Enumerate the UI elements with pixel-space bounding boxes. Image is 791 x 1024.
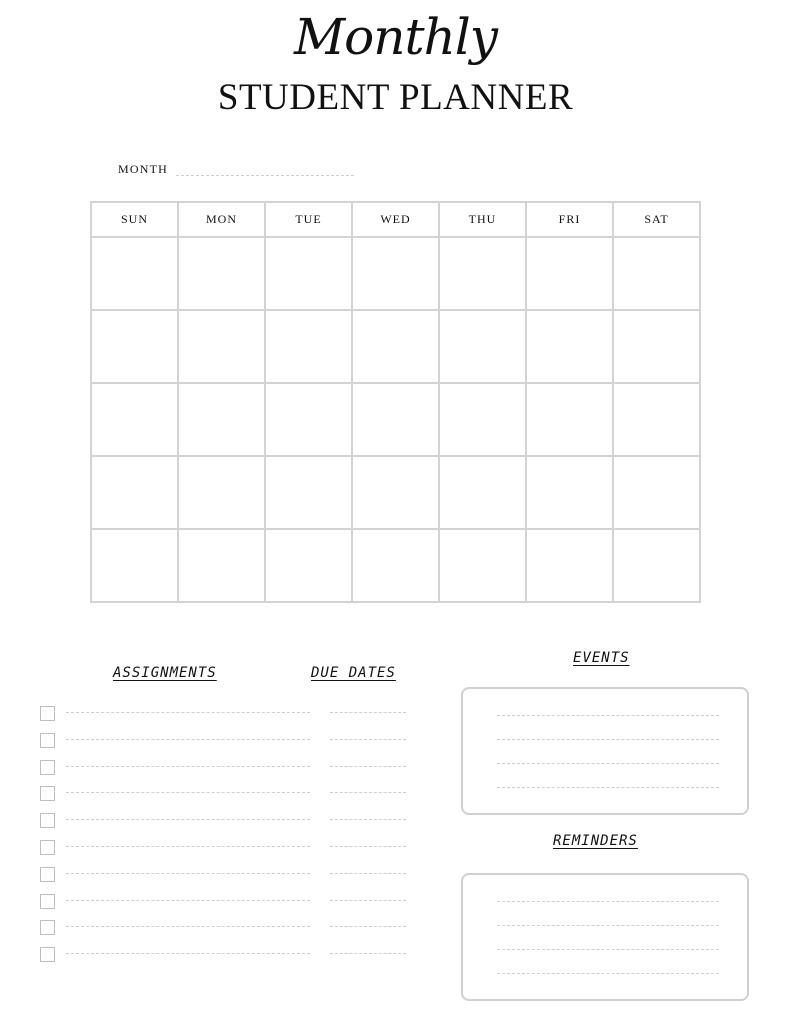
assignment-write-line[interactable]	[66, 766, 310, 767]
calendar-grid	[90, 201, 701, 603]
assignment-write-line[interactable]	[66, 819, 310, 820]
assignment-checkbox[interactable]	[40, 894, 55, 909]
day-cell[interactable]	[265, 237, 352, 310]
weekday-header: FRI	[526, 202, 613, 237]
day-cell[interactable]	[439, 383, 526, 456]
day-cell[interactable]	[613, 529, 700, 602]
due-date-write-line[interactable]	[330, 953, 406, 954]
due-date-write-line[interactable]	[330, 766, 406, 767]
weekday-header: SUN	[91, 202, 178, 237]
day-cell[interactable]	[613, 456, 700, 529]
due-date-write-line[interactable]	[330, 712, 406, 713]
reminders-heading: REMINDERS	[553, 833, 638, 849]
events-heading: EVENTS	[573, 650, 630, 666]
day-cell[interactable]	[526, 383, 613, 456]
reminders-box	[461, 873, 749, 1001]
assignment-checkbox[interactable]	[40, 786, 55, 801]
due-date-write-line[interactable]	[330, 926, 406, 927]
assignment-row	[40, 942, 420, 962]
day-cell[interactable]	[265, 383, 352, 456]
day-cell[interactable]	[178, 237, 265, 310]
assignments-heading: ASSIGNMENTS	[113, 665, 217, 681]
day-cell[interactable]	[526, 237, 613, 310]
assignment-checkbox[interactable]	[40, 733, 55, 748]
day-cell[interactable]	[352, 456, 439, 529]
assignment-row	[40, 862, 420, 882]
day-cell[interactable]	[439, 237, 526, 310]
page-title: STUDENT PLANNER	[217, 77, 574, 118]
assignment-row	[40, 808, 420, 828]
day-cell[interactable]	[91, 529, 178, 602]
assignment-write-line[interactable]	[66, 739, 310, 740]
reminder-write-line[interactable]	[497, 973, 719, 974]
assignment-row	[40, 701, 420, 721]
weekday-header: TUE	[265, 202, 352, 237]
month-label: MONTH	[118, 162, 168, 176]
weekday-header: WED	[352, 202, 439, 237]
assignment-write-line[interactable]	[66, 792, 310, 793]
event-write-line[interactable]	[497, 787, 719, 788]
event-write-line[interactable]	[497, 763, 719, 764]
due-date-write-line[interactable]	[330, 819, 406, 820]
event-write-line[interactable]	[497, 739, 719, 740]
week-row	[91, 383, 700, 456]
day-cell[interactable]	[439, 529, 526, 602]
reminder-write-line[interactable]	[497, 901, 719, 902]
week-row	[91, 310, 700, 383]
day-cell[interactable]	[526, 456, 613, 529]
due-date-write-line[interactable]	[330, 792, 406, 793]
day-cell[interactable]	[439, 456, 526, 529]
assignment-write-line[interactable]	[66, 900, 310, 901]
day-cell[interactable]	[178, 456, 265, 529]
day-cell[interactable]	[91, 456, 178, 529]
day-cell[interactable]	[91, 383, 178, 456]
due-date-write-line[interactable]	[330, 873, 406, 874]
assignment-checkbox[interactable]	[40, 706, 55, 721]
week-row	[91, 529, 700, 602]
day-cell[interactable]	[352, 383, 439, 456]
assignment-write-line[interactable]	[66, 953, 310, 954]
assignment-checkbox[interactable]	[40, 840, 55, 855]
due-dates-heading: DUE DATES	[311, 665, 396, 681]
event-write-line[interactable]	[497, 715, 719, 716]
due-date-write-line[interactable]	[330, 900, 406, 901]
assignment-row	[40, 915, 420, 935]
day-cell[interactable]	[352, 310, 439, 383]
weekday-header: THU	[439, 202, 526, 237]
day-cell[interactable]	[526, 529, 613, 602]
assignment-row	[40, 835, 420, 855]
day-cell[interactable]	[439, 310, 526, 383]
reminder-write-line[interactable]	[497, 949, 719, 950]
weekday-header: SAT	[613, 202, 700, 237]
assignment-write-line[interactable]	[66, 873, 310, 874]
reminder-write-line[interactable]	[497, 925, 719, 926]
assignment-row	[40, 781, 420, 801]
day-cell[interactable]	[265, 310, 352, 383]
events-box	[461, 687, 749, 815]
day-cell[interactable]	[265, 456, 352, 529]
assignment-checkbox[interactable]	[40, 813, 55, 828]
week-row	[91, 237, 700, 310]
day-cell[interactable]	[178, 383, 265, 456]
assignment-write-line[interactable]	[66, 846, 310, 847]
weekday-header: MON	[178, 202, 265, 237]
day-cell[interactable]	[613, 310, 700, 383]
assignment-row	[40, 755, 420, 775]
assignment-write-line[interactable]	[66, 926, 310, 927]
day-cell[interactable]	[178, 310, 265, 383]
week-row	[91, 456, 700, 529]
assignment-checkbox[interactable]	[40, 867, 55, 882]
assignment-row	[40, 889, 420, 909]
day-cell[interactable]	[178, 529, 265, 602]
weekday-header-row	[91, 202, 700, 237]
day-cell[interactable]	[91, 237, 178, 310]
due-date-write-line[interactable]	[330, 846, 406, 847]
day-cell[interactable]	[352, 237, 439, 310]
assignment-write-line[interactable]	[66, 712, 310, 713]
day-cell[interactable]	[91, 310, 178, 383]
assignment-row	[40, 728, 420, 748]
due-date-write-line[interactable]	[330, 739, 406, 740]
monthly-script-title: Monthly	[293, 8, 498, 66]
day-cell[interactable]	[352, 529, 439, 602]
day-cell[interactable]	[613, 383, 700, 456]
assignment-checkbox[interactable]	[40, 920, 55, 935]
month-write-line	[176, 175, 354, 176]
assignment-checkbox[interactable]	[40, 947, 55, 962]
calendar-body	[91, 237, 700, 602]
day-cell[interactable]	[613, 237, 700, 310]
day-cell[interactable]	[265, 529, 352, 602]
assignment-checkbox[interactable]	[40, 760, 55, 775]
day-cell[interactable]	[526, 310, 613, 383]
